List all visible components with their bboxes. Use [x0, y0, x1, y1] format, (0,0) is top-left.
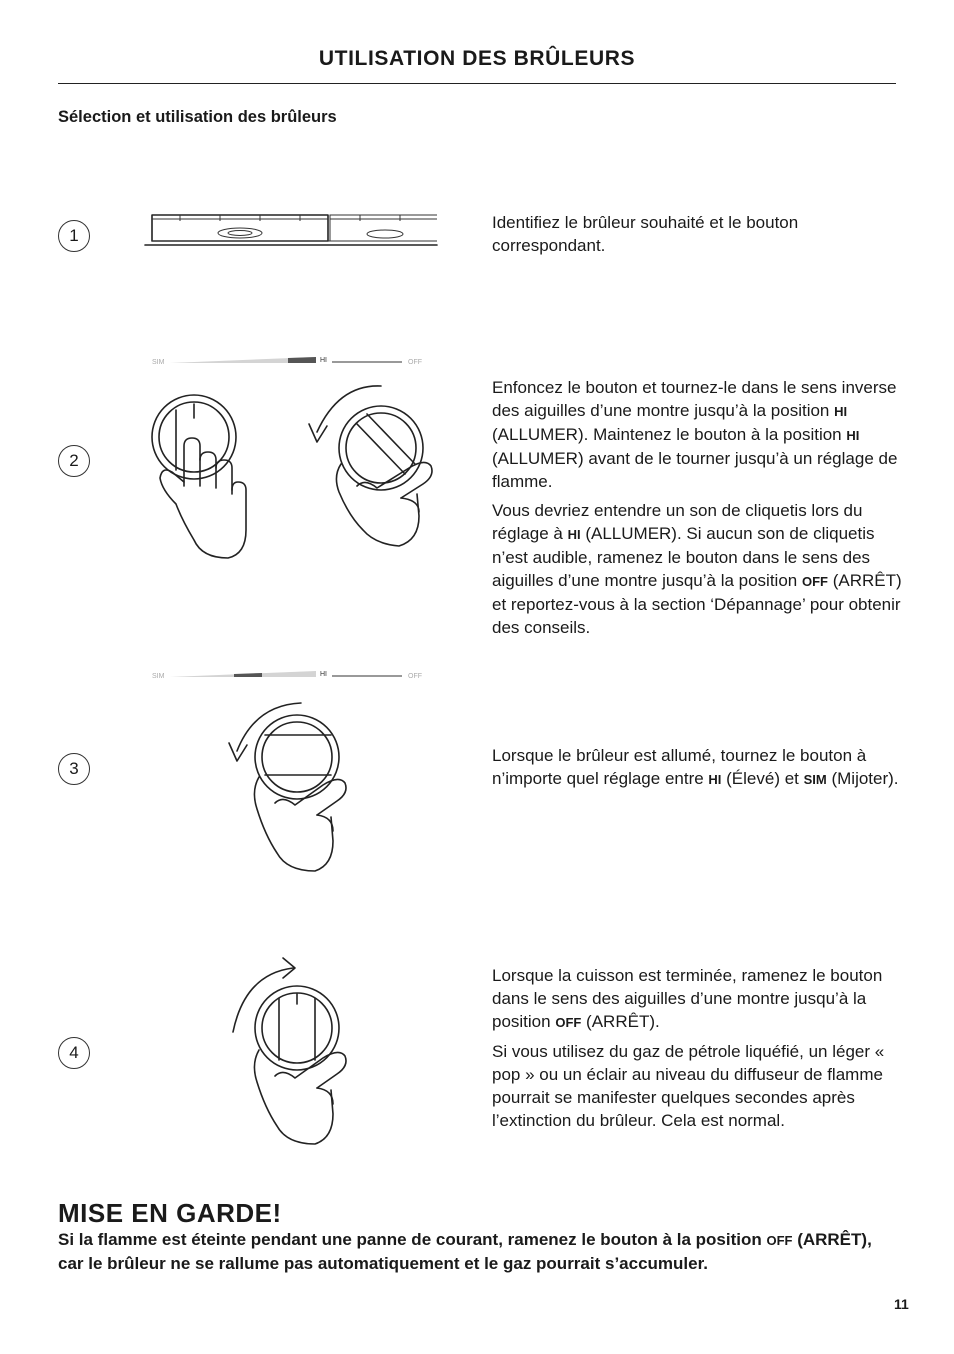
step-3-paragraph [492, 744, 902, 791]
gauge-label-hi: HI [320, 671, 327, 678]
step-2-text-run: Vous devriez entendre un son de cliquetis lors du réglage à [492, 501, 863, 543]
sim-label: SIM [803, 772, 827, 787]
step-2-text-run: (ARRÊT) et reportez-vous à la section ‘Dépannage’ pour obtenir des conseils. [492, 571, 902, 637]
header-divider [58, 83, 896, 84]
step-2-text [492, 376, 902, 645]
step-number-3: 3 [58, 753, 90, 785]
step-3-text [492, 744, 902, 797]
adjust-flame-hand-icon [225, 695, 365, 875]
warning-body [58, 1228, 888, 1275]
warning-text-run: Si la flamme est éteinte pendant une panne de courant, ramenez le bouton à la position [58, 1230, 767, 1249]
hi-label: HI [708, 772, 722, 787]
turn-off-clockwise-hand-icon [225, 960, 365, 1150]
hi-label: HI [834, 404, 848, 419]
step-2-paragraph-1 [492, 376, 902, 493]
gauge-label-sim: SIM [152, 359, 165, 366]
warning-title: MISE EN GARDE! [58, 1198, 282, 1228]
step-4-text [492, 964, 902, 1138]
step-3-text-run: (Élevé) et [721, 769, 804, 788]
page-header-title: UTILISATION DES BRÛLEURS [318, 47, 636, 70]
step-2-text-run: (ALLUMER) avant de le tourner jusqu’à un réglage de flamme. [492, 449, 898, 491]
step-number-4: 4 [58, 1037, 90, 1069]
step-2-text-run: (ALLUMER). Si aucun son de cliquetis n’est audible, ramenez le bouton dans le sens des aiguilles d’une montre jusqu’à la position [492, 524, 875, 590]
warning-text-run: (ARRÊT), car le brûleur ne se rallume pas automatiquement et le gaz pourrait s’accumuler. [58, 1230, 872, 1273]
hi-label: HI [846, 428, 860, 443]
step-1-paragraph: Identifiez le brûleur souhaité et le bouton correspondant. [492, 213, 799, 255]
off-label: OFF [801, 574, 828, 589]
gauge-scale-step-3 [150, 666, 430, 682]
step-4-text-run: (ARRÊT). [581, 1012, 660, 1031]
gauge-label-off: OFF [408, 673, 422, 680]
step-2-text-run: Enfoncez le bouton et tournez-le dans le sens inverse des aiguilles d’une montre jusqu’à la position [492, 378, 897, 420]
step-number-1: 1 [58, 220, 90, 252]
page-number: 11 [894, 1296, 909, 1312]
step-number-2: 2 [58, 445, 90, 477]
gauge-label-sim: SIM [152, 673, 165, 680]
off-label: OFF [766, 1233, 793, 1248]
off-label: OFF [555, 1015, 582, 1030]
step-2-text-run: (ALLUMER). Maintenez le bouton à la position [492, 425, 847, 444]
gauge-scale-step-2 [150, 352, 430, 368]
step-4-text-run: Lorsque la cuisson est terminée, ramenez le bouton dans le sens des aiguilles d’une montre jusqu’à la position [492, 966, 883, 1031]
gauge-label-off: OFF [408, 359, 422, 366]
step-2-paragraph-2 [492, 499, 902, 639]
cooktop-illustration [140, 205, 440, 250]
turn-counterclockwise-hand-icon [305, 380, 450, 550]
gauge-label-hi: HI [320, 357, 327, 364]
step-1-text [492, 211, 902, 263]
step-3-text-run: Lorsque le brûleur est allumé, tournez le bouton à n’importe quel réglage entre [492, 746, 867, 788]
hi-label: HI [567, 527, 581, 542]
push-knob-hand-icon [148, 390, 258, 560]
step-4-paragraph-2: Si vous utilisez du gaz de pétrole liquéfié, un léger « pop » ou un éclair au niveau du diffuseur de flamme pourrait se manifester quelques secondes après l’extinction du brûleur. Cela est normal. [492, 1042, 885, 1130]
step-3-text-run: (Mijoter). [826, 769, 899, 788]
step-4-paragraph-1 [492, 964, 902, 1034]
section-title: Sélection et utilisation des brûleurs [58, 108, 337, 126]
